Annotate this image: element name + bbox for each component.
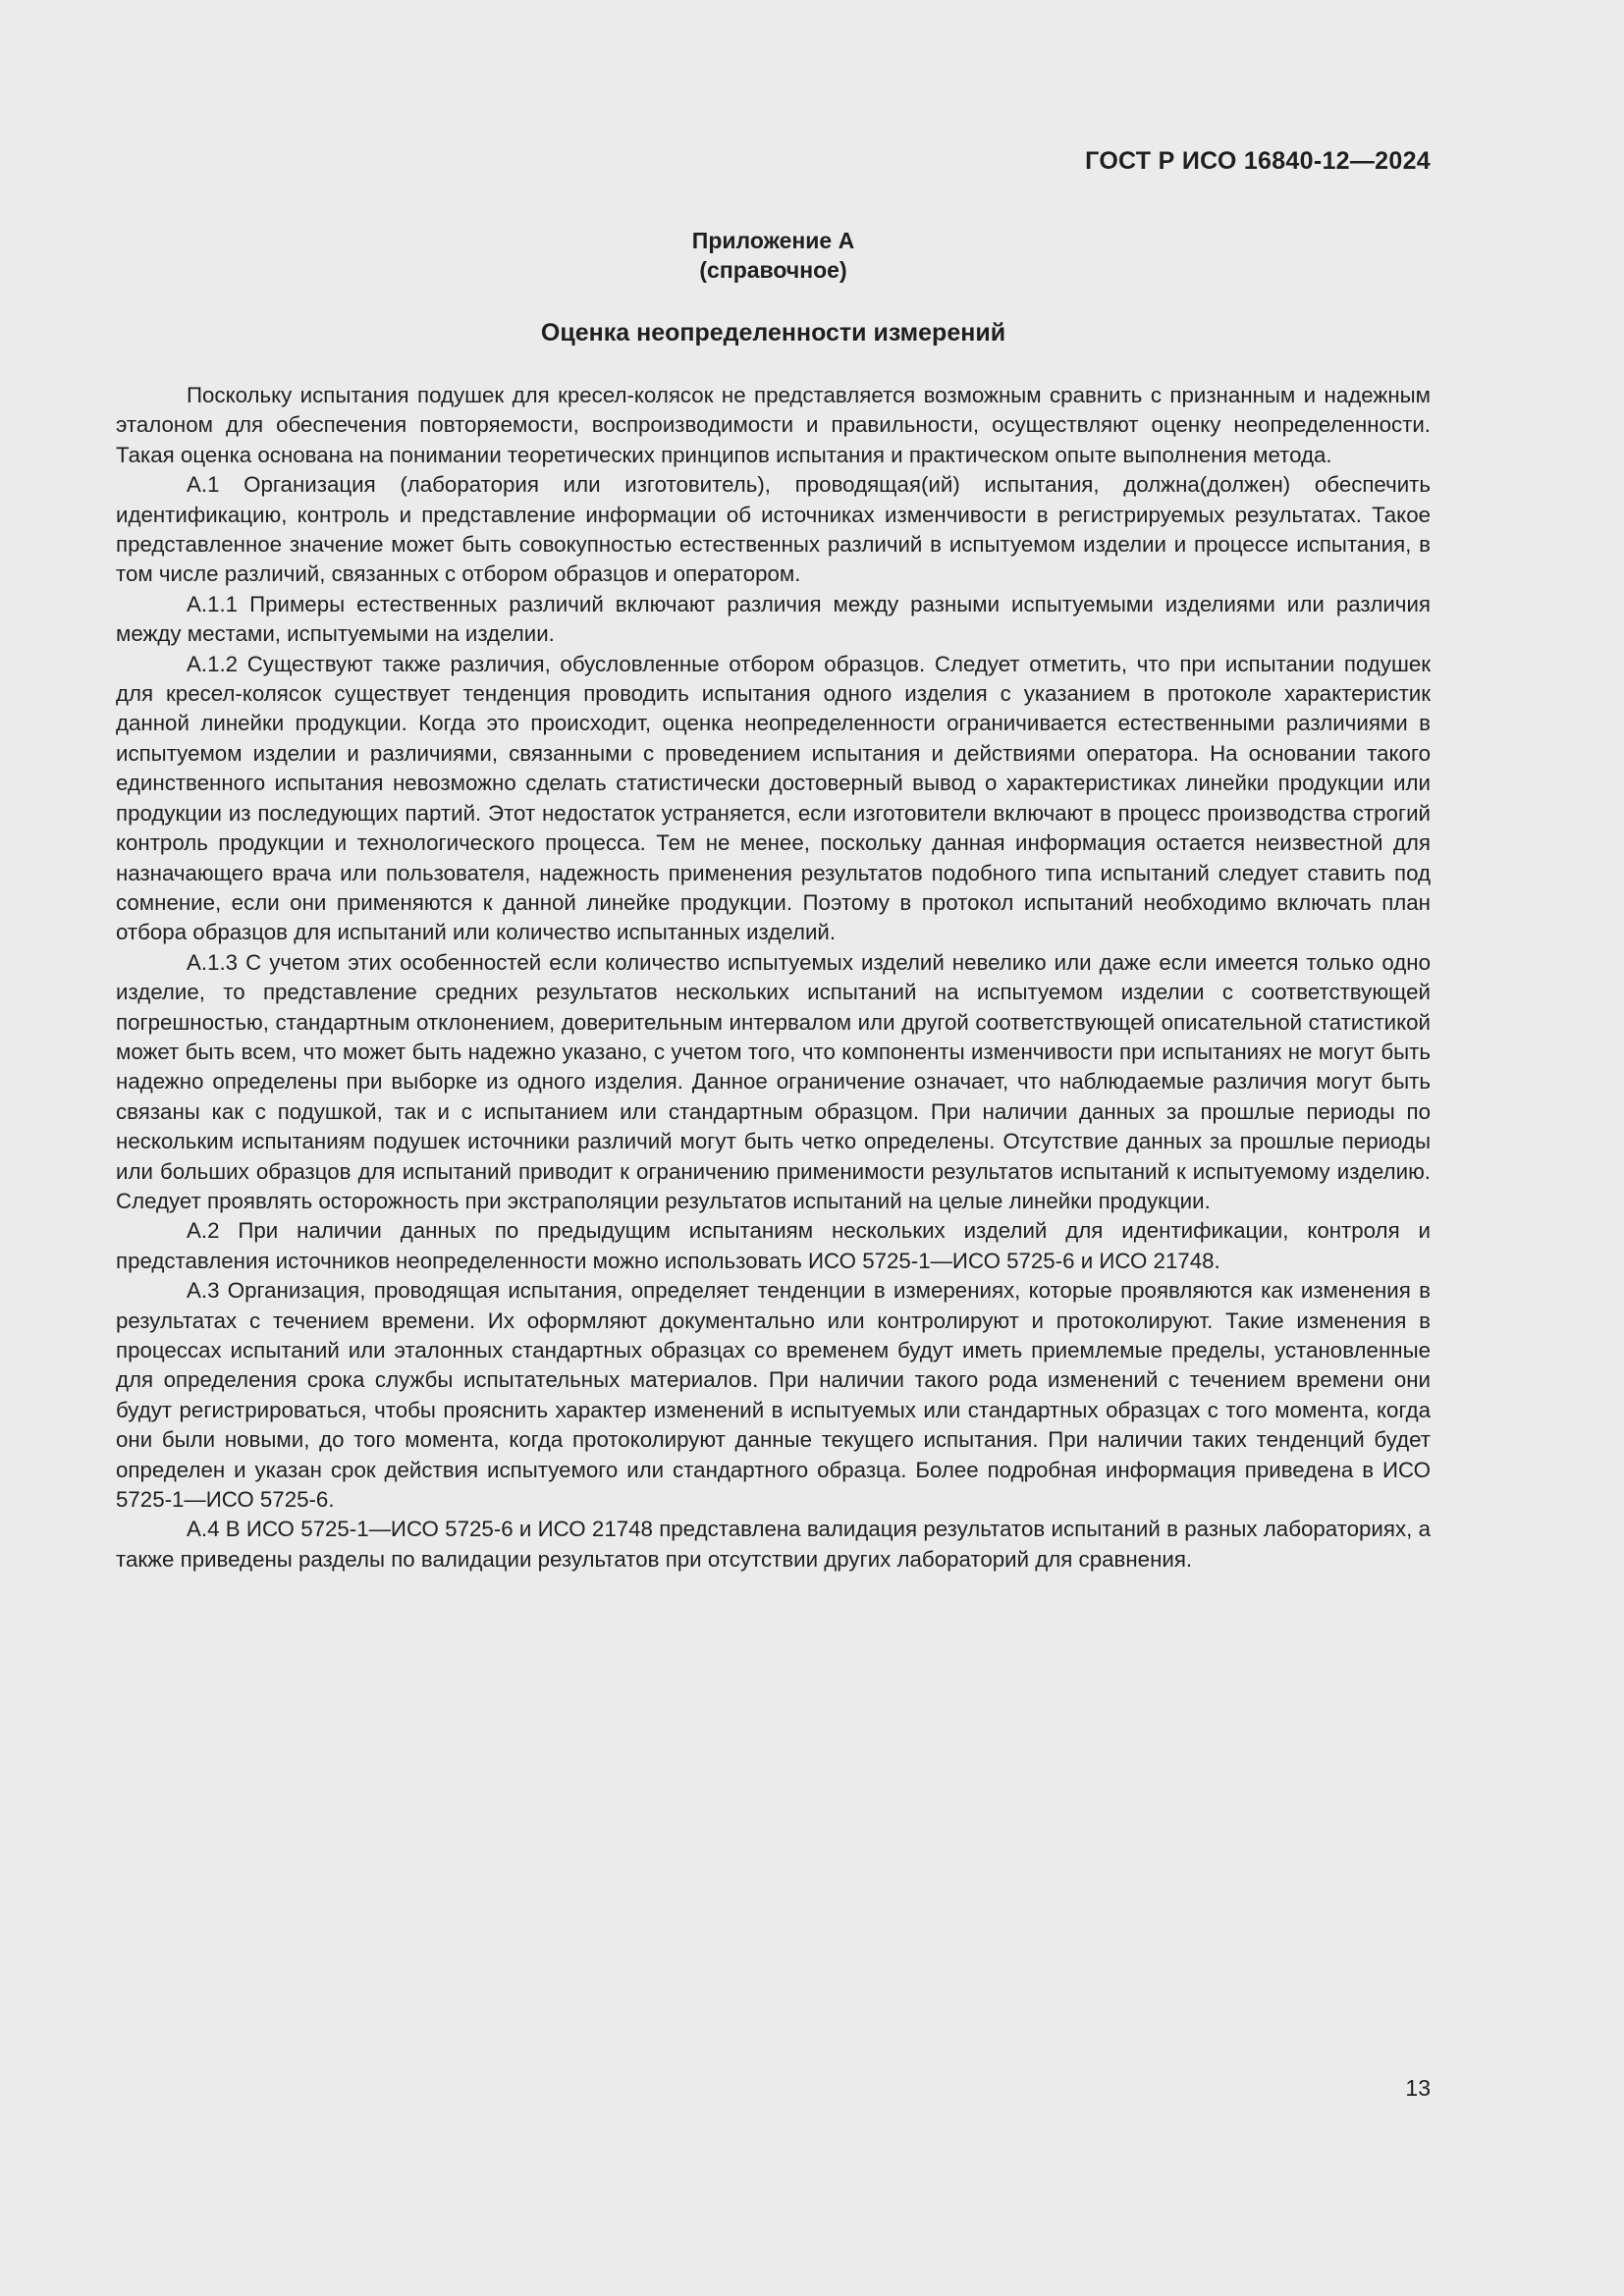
body-text xyxy=(116,381,1431,1575)
paragraph-a2: А.2 При наличии данных по предыдущим испытаниям нескольких изделий для идентификации, контроля и представления источников неопределенности можно использовать ИСО 5725-1—ИСО 5725-6 и ИСО 21748. xyxy=(116,1218,1431,1273)
page-number: 13 xyxy=(1405,2075,1431,2101)
paragraph-a1-3: А.1.3 С учетом этих особенностей если количество испытуемых изделий невелико или даже если имеется только одно изделие, то представление средних результатов нескольких испытаний на испытуемом изделии с соответствующей погрешностью, стандартным отклонением, доверительным интервалом или другой соответствующей описательной статистикой может быть всем, что может быть надежно указано, с учетом того, что компоненты изменчивости при испытаниях не могут быть надежно определены при выборке из одного изделия. Данное ограничение означает, что наблюдаемые различия могут быть связаны как с подушкой, так и с испытанием или стандартным образцом. При наличии данных за прошлые периоды по нескольким испытаниям подушек источники различий могут быть четко определены. Отсутствие данных за прошлые периоды или больших образцов для испытаний приводит к ограничению применимости результатов испытаний к испытуемому изделию. Следует проявлять осторожность при экстраполяции результатов испытаний на целые линейки продукции. xyxy=(116,949,1431,1213)
appendix-status: (справочное) xyxy=(699,257,847,283)
paragraph-a4: А.4 В ИСО 5725-1—ИСО 5725-6 и ИСО 21748 представлена валидация результатов испытаний в разных лабораториях, а также приведены разделы по валидации результатов при отсутствии других лабораторий для сравнения. xyxy=(116,1517,1431,1572)
paragraph-a3: А.3 Организация, проводящая испытания, определяет тенденции в измерениях, которые проявляются как изменения в результатах с течением времени. Их оформляют документально или контролируют и протоколируют. Такие изменения в процессах испытаний или эталонных стандартных образцах со временем будут иметь приемлемые пределы, установленные для определения срока службы испытательных материалов. При наличии такого рода изменений с течением времени они будут регистрироваться, чтобы прояснить характер изменений в испытуемых или стандартных образцах с того момента, когда они были новыми, до того момента, когда протоколируют данные текущего испытания. При наличии таких тенденций будет определен и указан срок действия испытуемого или стандартного образца. Более подробная информация приведена в ИСО 5725-1—ИСО 5725-6. xyxy=(116,1278,1431,1513)
section-title: Оценка неопределенности измерений xyxy=(540,319,1006,347)
paragraph-a1-2: А.1.2 Существуют также различия, обусловленные отбором образцов. Следует отметить, что при испытании подушек для кресел-колясок существует тенденция проводить испытания одного изделия с указанием в протоколе характеристик данной линейки продукции. Когда это происходит, оценка неопределенности ограничивается естественными различиями в испытуемом изделии и различиями, связанными с проведением испытания и действиями оператора. На основании такого единственного испытания невозможно сделать статистически достоверный вывод о характеристиках линейки продукции или продукции из последующих партий. Этот недостаток устраняется, если изготовители включают в процесс производства строгий контроль продукции и технологического процесса. Тем не менее, поскольку данная информация остается неизвестной для назначающего врача или пользователя, надежность применения результатов подобного типа испытаний следует ставить под сомнение, если они применяются к данной линейке продукции. Поэтому в протокол испытаний необходимо включать план отбора образцов для испытаний или количество испытанных изделий. xyxy=(116,651,1431,945)
paragraph-a1-1: А.1.1 Примеры естественных различий включают различия между разными испытуемыми изделиями или различия между местами, испытуемыми на изделии. xyxy=(116,591,1431,647)
paragraph-a1: А.1 Организация (лаборатория или изготовитель), проводящая(ий) испытания, должна(должен) обеспечить идентификацию, контроль и представление информации об источниках изменчивости в регистрируемых результатах. Такое представленное значение может быть совокупностью естественных различий в испытуемом изделии и процессе испытания, в том числе различий, связанных с отбором образцов и оператором. xyxy=(116,472,1431,587)
paragraph-intro: Поскольку испытания подушек для кресел-колясок не представляется возможным сравнить с признанным и надежным эталоном для обеспечения повторяемости, воспроизводимости и правильности, осуществляют оценку неопределенности. Такая оценка основана на понимании теоретических принципов испытания и практическом опыте выполнения метода. xyxy=(116,383,1431,467)
document-code-header: ГОСТ Р ИСО 16840-12—2024 xyxy=(1085,147,1431,175)
appendix-label: Приложение А xyxy=(691,228,855,253)
appendix-heading xyxy=(116,226,1431,285)
